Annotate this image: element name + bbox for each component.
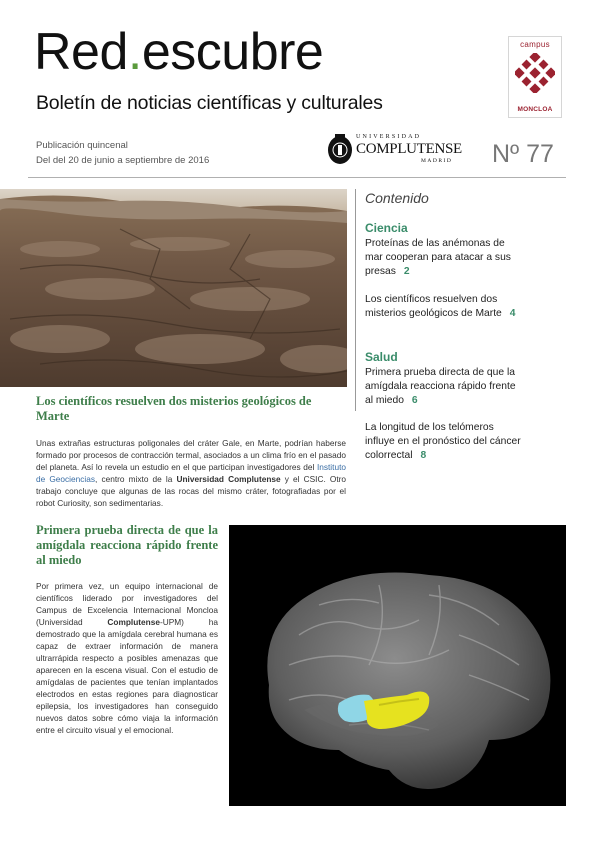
column-divider [355, 189, 356, 411]
toc-page-number: 2 [403, 266, 410, 277]
lead-article-text-3: y el CSIC. Otro trabajo concluye que algunas de las rocas del mismo cráter, fotografiadas por el robot Curiosity, son sedimentarias. [36, 474, 346, 508]
second-article-text-1: Por primera vez, un equipo internacional de científicos liderado por investigadores del Campus de Excelencia Internacional Moncloa (Universidad [36, 581, 218, 627]
toc-item-mars[interactable] [365, 293, 525, 321]
toc-item-amygdala[interactable] [365, 366, 525, 408]
publication-frequency: Publicación quincenal [36, 140, 128, 151]
header-divider [28, 177, 566, 178]
brand-title [34, 24, 323, 80]
lead-article-body [36, 437, 346, 509]
bulletin-subtitle: Boletín de noticias científicas y culturales [36, 92, 383, 114]
toc-item-title: La longitud de los telómeros influye en el pronóstico del cáncer colorrectal [365, 422, 521, 461]
campus-moncloa-logo [508, 36, 562, 118]
second-article-body [36, 580, 218, 736]
second-article-bold: Complutense [107, 617, 160, 627]
ucm-crest-icon [326, 133, 354, 165]
lead-article-text-2: , centro mixto de la [95, 474, 177, 484]
brand-dot: . [127, 23, 142, 81]
toc-item-telomeres[interactable] [365, 421, 525, 463]
ucm-logo-line1: UNIVERSIDAD [356, 134, 422, 140]
brand-rest: escubre [141, 23, 324, 81]
lead-article-bold: Universidad Complutense [176, 474, 281, 484]
ucm-logo [326, 133, 461, 167]
toc-item-anemones[interactable] [365, 237, 525, 279]
toc-item-title: Proteínas de las anémonas de mar cooperan para atacar a sus presas [365, 238, 511, 277]
toc-section-health: Salud [365, 350, 398, 364]
ucm-logo-line3: MADRID [421, 158, 453, 164]
lead-article-text-1: Unas extrañas estructuras poligonales del cráter Gale, en Marte, podrían haberse formado por procesos de contracción termal, asociados a un clima frío en el pasado del planeta. Así lo revela un estudio en el que participan investigadores del [36, 438, 346, 472]
lead-article-title: Los científicos resuelven dos misterios geológicos de Marte [36, 394, 312, 423]
campus-emblem-icon [515, 53, 555, 93]
contents-heading: Contenido [365, 190, 429, 206]
mars-crater-photo [0, 189, 347, 387]
campus-logo-top-text: campus [520, 40, 550, 49]
toc-item-title: Los científicos resuelven dos misterios geológicos de Marte [365, 294, 502, 319]
geosciences-institute-link[interactable]: Instituto de Geociencias [36, 462, 346, 484]
toc-item-title: Primera prueba directa de que la amígdala reacciona rápido frente al miedo [365, 367, 516, 406]
toc-section-science: Ciencia [365, 221, 408, 235]
second-article-text-2: -UPM) ha demostrado que la amígdala cerebral humana es capaz de extraer información de manera ultrarrápida respecto a posibles amenazas que aparecen en la escena visual. Con el estudio de amígdalas de pacientes que tenían implantados electrodos en estas regiones para diagnosticar epilepsia, los investigadores han conseguido nuevos datos sobre cómo viaja la información entre el circuito visual y el emocional. [36, 617, 218, 735]
brain-amygdala-render [229, 525, 566, 806]
campus-logo-bottom-text: MONCLOA [517, 106, 553, 113]
issue-number: Nº 77 [492, 140, 554, 168]
second-article-title: Primera prueba directa de que la amígdala reacciona rápido frente al miedo [36, 523, 218, 567]
publication-date-range: Del del 20 de junio a septiembre de 2016 [36, 155, 210, 166]
brand-main: Red [34, 23, 128, 81]
ucm-logo-line2: COMPLUTENSE [356, 141, 462, 157]
toc-page-number: 6 [411, 395, 418, 406]
toc-page-number: 4 [509, 308, 516, 319]
toc-page-number: 8 [420, 450, 427, 461]
